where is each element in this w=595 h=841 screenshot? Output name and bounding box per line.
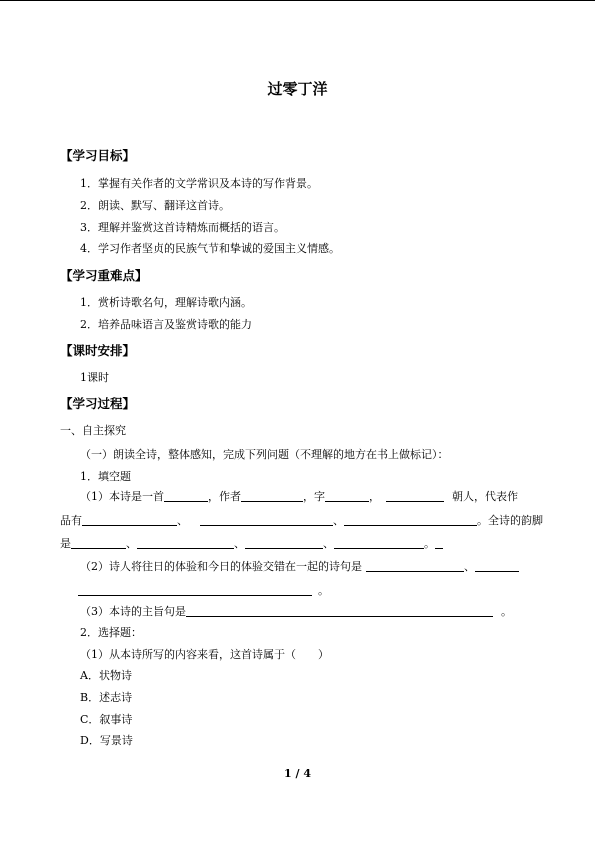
page-number: 1 / 4: [284, 767, 311, 780]
q1-text: 、: [234, 537, 245, 550]
q1-text: （1）本诗是一首: [80, 490, 164, 503]
fill-question-1-line3: [60, 537, 443, 551]
q1-text: ，: [369, 490, 380, 503]
goal-item: 2．朗读、默写、翻译这首诗。: [80, 199, 230, 212]
blank-rhyme-2[interactable]: [137, 537, 234, 549]
page-title: 过零丁洋: [267, 80, 328, 98]
choice-question: （1）从本诗所写的内容来看，这首诗属于（ ）: [80, 648, 329, 661]
section-heading-key-points: 【学习重难点】: [60, 268, 148, 283]
goal-item: 1．掌握有关作者的文学常识及本诗的写作背景。: [80, 177, 318, 190]
choice-option-d[interactable]: D．写景诗: [80, 734, 133, 747]
blank-courtesy-name[interactable]: [325, 490, 369, 502]
blank-contrast-line-1[interactable]: [366, 560, 464, 572]
q2-text: （2）诗人将往日的体验和今日的体验交错在一起的诗句是: [80, 560, 362, 573]
q1-text: 品有: [60, 514, 82, 527]
blank-contrast-line-2b[interactable]: [78, 584, 312, 596]
q1-text: ，字: [303, 490, 325, 503]
q1-text: 、: [126, 537, 137, 550]
q3-text: 。: [501, 605, 512, 618]
choice-option-b[interactable]: B．述志诗: [80, 691, 133, 704]
goal-item: 3．理解并鉴赏这首诗精炼而概括的语言。: [80, 221, 285, 234]
q3-text: （3）本诗的主旨句是: [80, 605, 186, 618]
key-point-item: 1．赏析诗歌名句，理解诗歌内涵。: [80, 296, 252, 309]
blank-rhyme-1[interactable]: [71, 537, 126, 549]
choice-option-a[interactable]: A．状物诗: [80, 669, 132, 682]
section-heading-process: 【学习过程】: [60, 396, 136, 411]
blank-contrast-line-2a[interactable]: [475, 560, 519, 572]
q2-text: 。: [318, 584, 329, 597]
q1-text: 是: [60, 537, 71, 550]
blank-dynasty[interactable]: [386, 490, 444, 502]
part-heading: 一、自主探究: [60, 424, 126, 437]
q1-text: ，作者: [208, 490, 241, 503]
q1-text: 朝人，代表作: [452, 490, 518, 503]
q1-text: 。全诗的韵脚: [477, 514, 543, 527]
fill-question-2-line1: [80, 560, 519, 574]
blank-rhyme-4[interactable]: [334, 537, 424, 549]
q1-text: 、: [333, 514, 344, 527]
blank-theme-sentence[interactable]: [186, 605, 493, 617]
blank-poem-type[interactable]: [164, 490, 208, 502]
blank-trailing: [435, 537, 443, 549]
q1-text: 。: [424, 537, 435, 550]
goal-item: 4．学习作者坚贞的民族气节和挚诚的爱国主义情感。: [80, 242, 340, 255]
q2-text: 、: [464, 560, 475, 573]
blank-work-1[interactable]: [82, 514, 177, 526]
q1-text: 、: [323, 537, 334, 550]
schedule-text: 1课时: [80, 371, 109, 384]
blank-rhyme-3[interactable]: [245, 537, 323, 549]
blank-work-2[interactable]: [200, 514, 333, 526]
q1-text: 、: [177, 514, 188, 527]
key-point-item: 2．培养品味语言及鉴赏诗歌的能力: [80, 318, 252, 331]
choice-heading: 2．选择题：: [80, 626, 142, 639]
fill-question-1-line2: [60, 514, 543, 528]
blank-work-3[interactable]: [344, 514, 477, 526]
choice-option-c[interactable]: C．叙事诗: [80, 713, 133, 726]
fill-blank-heading: 1．填空题: [80, 470, 131, 483]
fill-question-2-line2: [78, 584, 329, 598]
blank-author[interactable]: [241, 490, 303, 502]
fill-question-1-line1: [80, 490, 518, 504]
section-heading-goals: 【学习目标】: [60, 148, 136, 163]
fill-question-3: [80, 605, 512, 619]
top-border-line: [0, 0, 595, 1]
instruction-text: （一）朗读全诗，整体感知，完成下列问题（不理解的地方在书上做标记）：: [80, 448, 449, 461]
section-heading-schedule: 【课时安排】: [60, 343, 136, 358]
